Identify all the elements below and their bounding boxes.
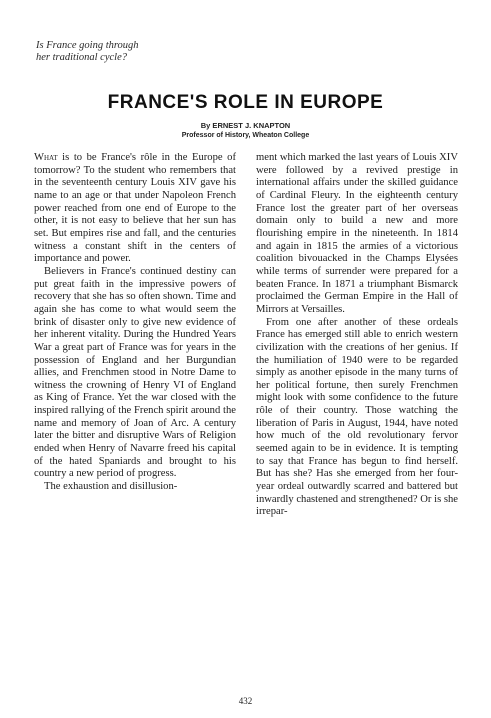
kicker-line-1: Is France going through (36, 40, 139, 51)
paragraph-lead-word: What (34, 152, 58, 163)
author-affiliation: Professor of History, Wheaton College (181, 132, 310, 139)
author-name: By ERNEST J. KNAPTON (200, 121, 291, 130)
paragraph-1 (34, 152, 236, 266)
paragraph-3: The exhaustion and disillusion- (44, 481, 178, 493)
paragraph-2: Believers in France's continued destiny can put great faith in the impressive powers of recovery that she has so often shown. Time and again she has come to what would seem the brink of disaster only to give new evidence of her inherent vitality. During the Hundred Years War a great part of France was for years in the possession of England and her Burgundian allies, and Frenchmen stood in Notre Dame to witness the crowning of Henry VI of England as King of France. Yet the war closed with the inspired rallying of the French spirit around the name and memory of Joan of Arc. A century later the bitter and disruptive Wars of Religion ended when Henry of Navarre freed his capital of the hated Spaniards and brought to his country a new period of progress. (34, 265, 236, 480)
text-column-left (34, 152, 236, 697)
article-title: FRANCE'S ROLE IN EUROPE (107, 92, 384, 113)
article-byline (0, 121, 491, 141)
article-kicker (36, 40, 256, 64)
paragraph-4: From one after another of these ordeals France has emerged still able to enrich western civilization with the creations of her genius. If the humiliation of 1940 were to be regarded simply as another episode in the many turns of her political fortune, then surely Frenchmen might look with some confidence to the future rôle of their country. Those watching the liberation of Paris in August, 1944, have noted how much of the old revolutionary fervor seemed again to be in evidence. It is tempting to say that France has begun to find herself. But has she? Has she emerged from her four-year ordeal outwardly scarred and battered but inwardly chastened and strengthened? Or is she irrepar- (256, 316, 458, 518)
kicker-line-2: her traditional cycle? (36, 52, 127, 63)
text-column-right (256, 152, 458, 697)
paragraph-1-text: is to be France's rôle in the Europe of tomorrow? To the student who remembers that in the seventeenth century Louis XIV gave his name to an age or that under Napoleon French power reached from one end of Europe to the other, it is not easy to believe that her sun has set. But empires rise and fall, and the centuries witness a constant shift in the centers of importance and power. (34, 152, 236, 265)
article-body (34, 152, 458, 697)
page-number: 432 (238, 696, 253, 706)
paragraph-3-continued: ment which marked the last years of Louis XIV were followed by a revived prestige in international affairs under the skilled guidance of Cardinal Fleury. In the eighteenth century France lost the greater part of her overseas domain only to build a new and more flourishing empire in the nineteenth. In 1814 and again in 1815 the armies of a victorious coalition bivouacked in the Champs Elysées while terms of surrender were prepared for a beaten France. In 1871 a triumphant Bismarck proclaimed the German Empire in the Hall of Mirrors at Versailles. (256, 152, 458, 315)
